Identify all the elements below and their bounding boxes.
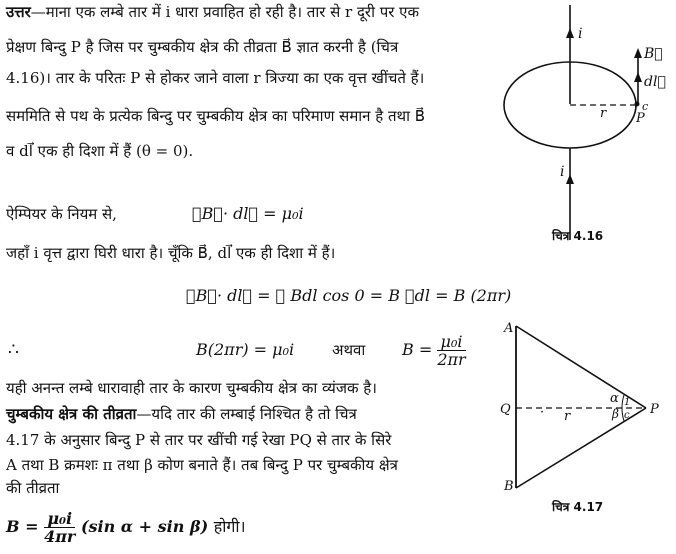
fig416-i-bottom: i xyxy=(560,164,565,180)
fig417-one-label: 1 xyxy=(624,397,631,408)
final-fraction xyxy=(44,510,75,545)
fig417-q-label: Q xyxy=(500,402,511,417)
where-line: जहाँ i वृत्त द्वारा घिरी धारा है। चूँकि B⃗, dl⃗ एक ही दिशा में हैं। xyxy=(6,244,336,262)
para2-line1 xyxy=(6,404,357,424)
fig417-alpha-label: α xyxy=(610,391,619,406)
para1-line2: प्रेक्षण बिन्दु P है जिस पर चुम्बकीय क्षेत्र की तीव्रता B⃗ ज्ञात करनी है (चित्र xyxy=(6,38,399,56)
current-arrow-top xyxy=(566,28,574,38)
para1-line5: व dl⃗ एक ही दिशा में हैं (θ = 0). xyxy=(6,142,194,160)
field-fraction-num: μ₀i xyxy=(437,333,465,351)
point-p-dot xyxy=(635,102,640,107)
fig416-dl-label: dl⃗ xyxy=(644,74,666,90)
fig416-i-top: i xyxy=(578,26,583,42)
field-formula-lhs: B = xyxy=(402,340,433,359)
b-vector-head xyxy=(634,48,642,58)
field-fraction xyxy=(437,333,465,368)
para2-line3: A तथा B क्रमशः π तथा β कोण बनाते हैं। तब बिन्दु P पर चुम्बकीय क्षेत्र xyxy=(6,456,398,474)
fig417-a-label: A xyxy=(504,321,514,336)
para1-line4: सममिति से पथ के प्रत्येक बिन्दु पर चुम्बकीय क्षेत्र का परिमाण समान है तथा B⃗ xyxy=(6,107,426,125)
fig416-caption: चित्र 4.16 xyxy=(552,229,604,243)
current-arrow-bottom xyxy=(566,174,574,184)
fig417-dot: · xyxy=(540,405,545,420)
or-text: अथवा xyxy=(332,341,366,359)
fig416-p-label: P xyxy=(636,111,645,126)
fig417-r-label: r xyxy=(564,409,571,424)
final-fraction-den: 4πr xyxy=(44,527,76,546)
circulation-equation: ∮B⃗· dl⃗ = ∮ Bdl cos 0 = B ∮dl = B (2πr) xyxy=(186,286,512,305)
fig416-r-label: r xyxy=(600,106,607,121)
field-fraction-den: 2πr xyxy=(437,350,466,369)
fig417-b-label: B xyxy=(504,479,514,494)
figure-4-16 xyxy=(500,0,676,250)
final-sin-terms: (sin α + sin β) xyxy=(80,517,209,536)
answer-label: उत्तर xyxy=(6,3,31,21)
fig416-c-label: c xyxy=(642,100,649,113)
final-tail: होगी। xyxy=(213,517,246,536)
therefore-symbol: ∴ xyxy=(8,340,19,360)
therefore-eq-left: B(2πr) = μ₀i xyxy=(196,340,295,359)
field-formula xyxy=(402,323,466,377)
para1-line1-text: —माना एक लम्बे तार में i धारा प्रवाहित हो रही है। तार से r दूरी पर एक xyxy=(30,3,419,21)
ampere-equation: ∮B⃗· dl⃗ = μ₀i xyxy=(192,204,304,223)
fig417-c-label: c xyxy=(624,410,630,421)
para2-line1-text: —यदि तार की लम्बाई निश्चित है तो चित्र xyxy=(136,405,357,423)
final-lhs: B = xyxy=(6,517,39,536)
fig417-beta-label: β xyxy=(612,407,619,421)
expression-line: यही अनन्त लम्बे धारावाही तार के कारण चुम्बकीय क्षेत्र का व्यंजक है। xyxy=(6,379,377,397)
para2-line4: की तीव्रता xyxy=(6,479,60,497)
para1-line1 xyxy=(6,2,419,22)
para1-line3: 4.16)। तार के परितः P से होकर जाने वाला r त्रिज्या का एक वृत्त खींचते हैं। xyxy=(6,69,425,87)
para2-line2: 4.17 के अनुसार बिन्दु P से तार पर खींची गई रेखा PQ से तार के सिरे xyxy=(6,431,392,449)
line-pa xyxy=(516,326,646,408)
figure-4-17 xyxy=(500,318,676,498)
final-fraction-num: μ₀i xyxy=(44,510,75,528)
fig417-p-label: P xyxy=(650,402,659,417)
dl-vector-head xyxy=(634,72,642,82)
fig416-b-label: B⃗ xyxy=(644,46,663,62)
final-formula xyxy=(6,502,246,552)
ampere-text: ऐम्पियर के नियम से, xyxy=(6,205,117,223)
field-intensity-label: चुम्बकीय क्षेत्र की तीव्रता xyxy=(6,405,137,423)
fig417-caption: चित्र 4.17 xyxy=(552,500,604,514)
